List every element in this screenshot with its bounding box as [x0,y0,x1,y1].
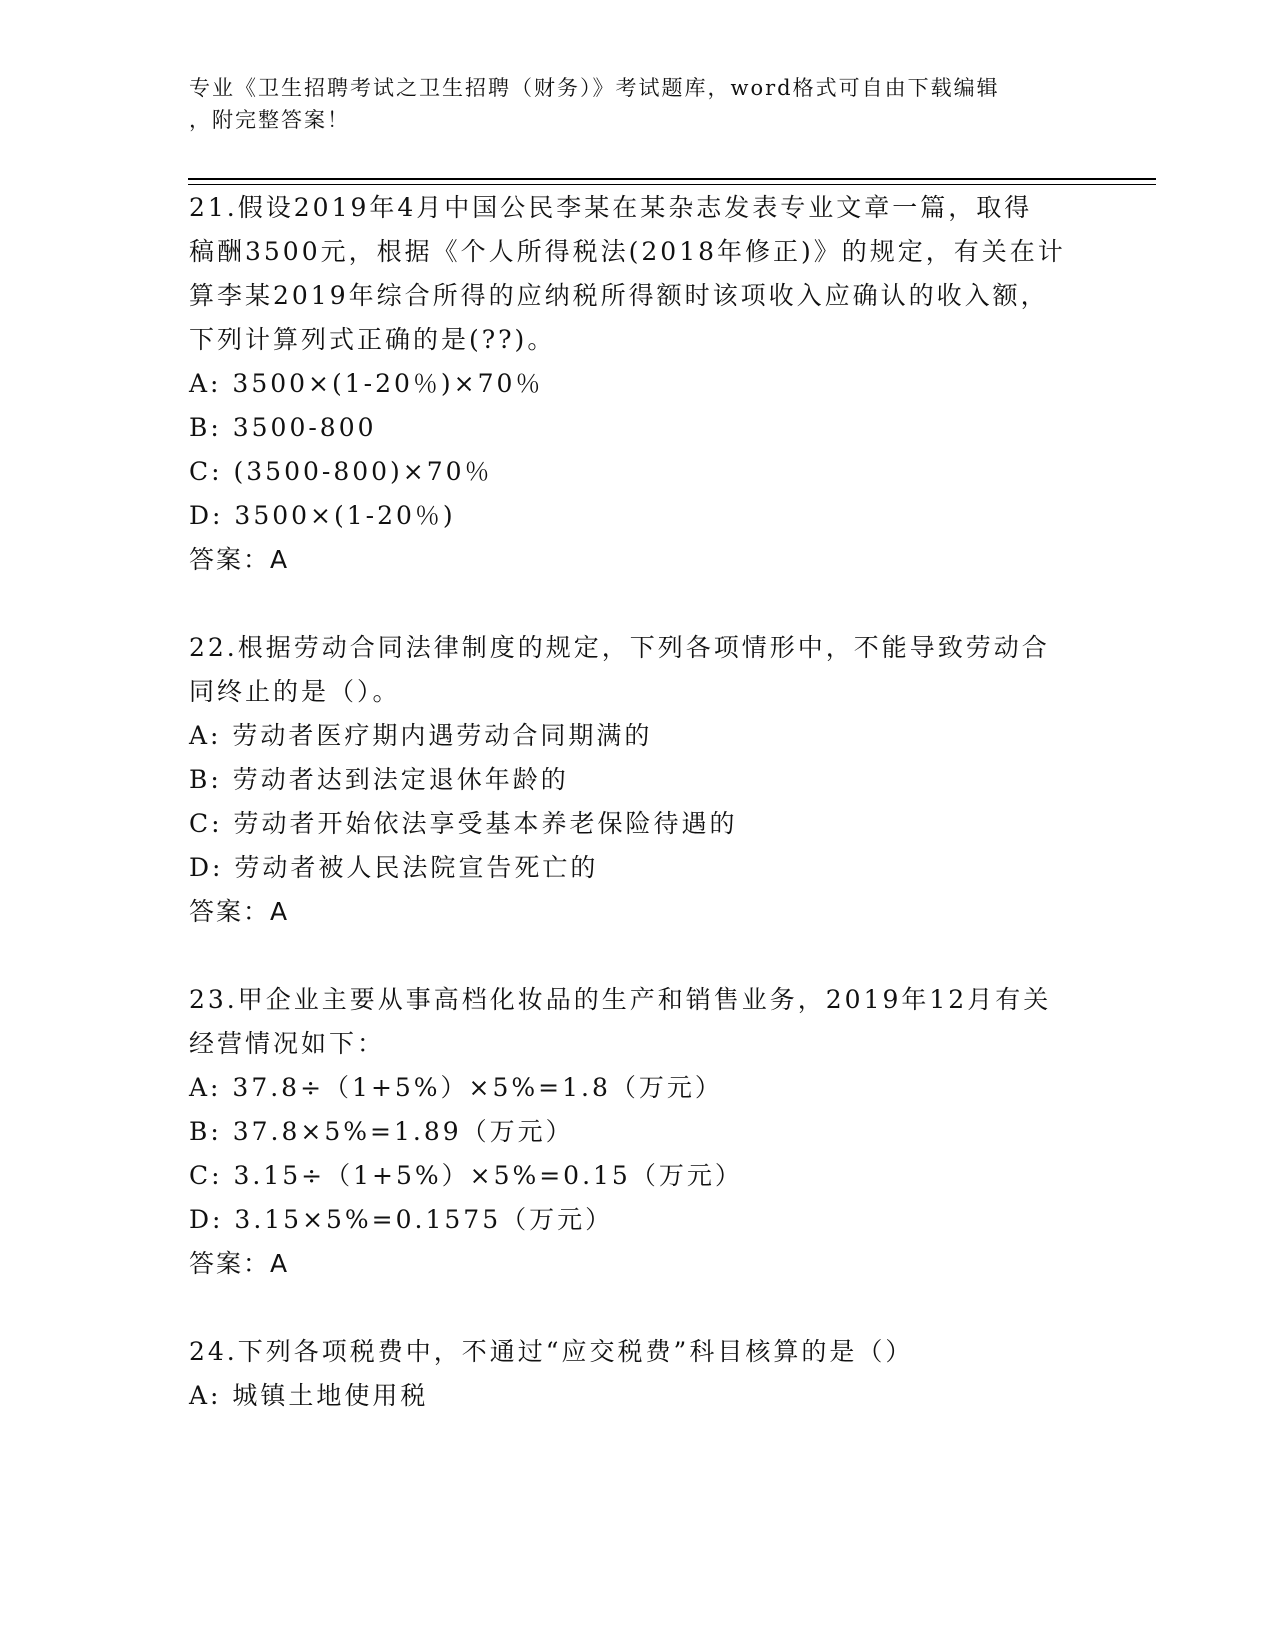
question-stem-line: 22.根据劳动合同法律制度的规定，下列各项情形中，不能导致劳动合 [189,633,1050,662]
question-stem-line: 下列计算列式正确的是(??)。 [189,325,556,354]
question-stem-line: 稿酬3500元，根据《个人所得税法(2018年修正)》的规定，有关在计 [189,237,1066,266]
option-c: C: 劳动者开始依法享受基本养老保险待遇的 [189,809,738,838]
option-d: D: 劳动者被人民法院宣告死亡的 [189,853,599,882]
option-b: B: 37.8×5%=1.89（万元） [189,1117,574,1146]
option-a: A: 城镇土地使用税 [189,1381,429,1410]
answer: 答案：A [189,1249,290,1278]
question-stem-line: 24.下列各项税费中，不通过“应交税费”科目核算的是（） [189,1337,914,1366]
question-stem-line: 23.甲企业主要从事高档化妆品的生产和销售业务，2019年12月有关 [189,985,1052,1014]
header-divider-thin [188,184,1156,185]
option-d: D: 3.15×5%=0.1575（万元） [189,1205,614,1234]
header-line-2: ，附完整答案！ [189,108,350,132]
option-b: B: 3500-800 [189,413,377,442]
question-stem-line: 经营情况如下： [189,1029,386,1058]
option-c: C: (3500-800)×70％ [189,457,493,486]
option-a: A: 劳动者医疗期内遇劳动合同期满的 [189,721,653,750]
option-b: B: 劳动者达到法定退休年龄的 [189,765,569,794]
question-stem-line: 21.假设2019年4月中国公民李某在某杂志发表专业文章一篇，取得 [189,193,1033,222]
option-a: A: 37.8÷（1+5%）×5%=1.8（万元） [189,1073,723,1102]
question-stem-line: 算李某2019年综合所得的应纳税所得额时该项收入应确认的收入额， [189,281,1049,310]
option-a: A: 3500×(1-20％)×70％ [189,369,544,398]
header-divider [188,178,1156,180]
header-line-1: 专业《卫生招聘考试之卫生招聘（财务）》考试题库，word格式可自由下载编辑 [189,76,1000,100]
question-stem-line: 同终止的是（）。 [189,677,401,706]
document-header [189,72,1079,136]
option-c: C: 3.15÷（1+5%）×5%=0.15（万元） [189,1161,743,1190]
answer: 答案：A [189,545,290,574]
option-d: D: 3500×(1-20％) [189,501,456,530]
answer: 答案：A [189,897,290,926]
